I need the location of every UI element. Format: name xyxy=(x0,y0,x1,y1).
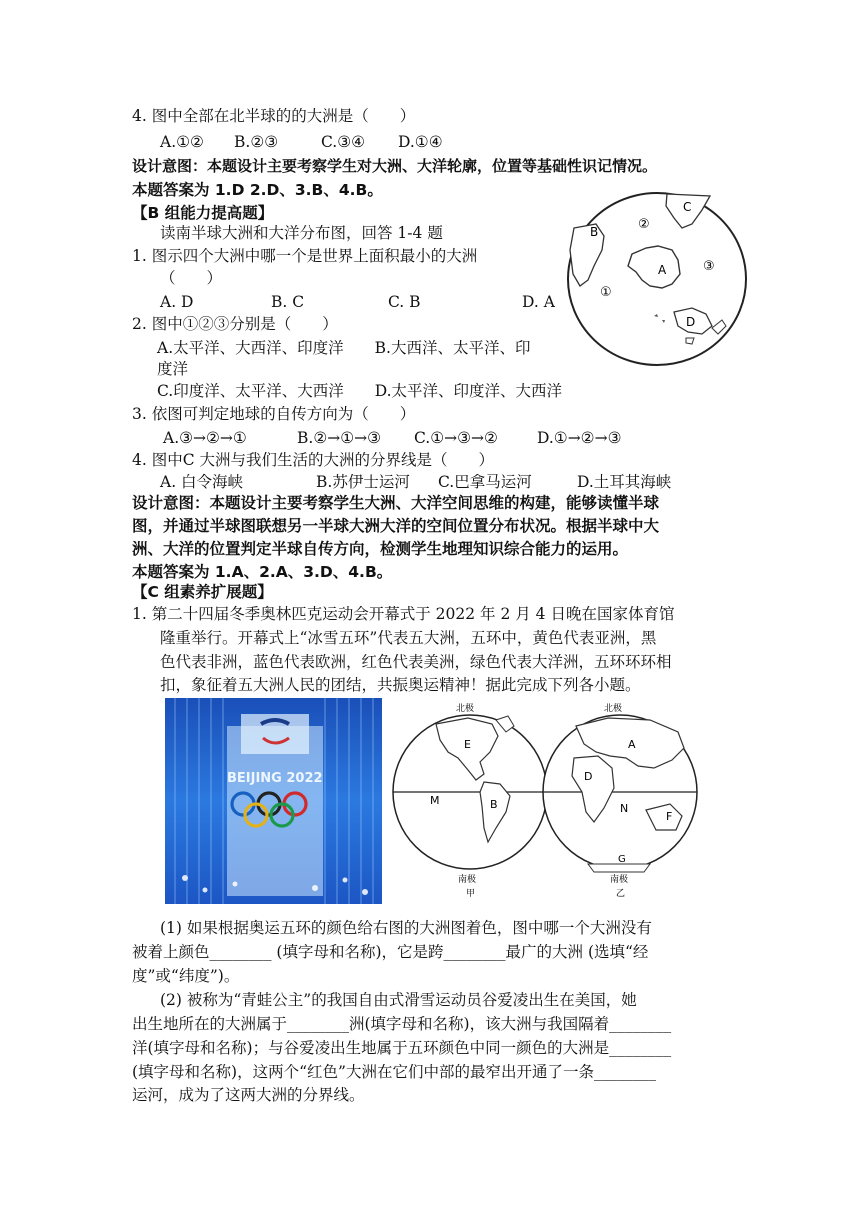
option-d: D. A xyxy=(522,293,555,311)
design-intent-b-1: 设计意图：本题设计主要考察学生大洲、大洋空间思维的构建，能够读懂半球 xyxy=(132,494,660,512)
olympic-ceremony-photo xyxy=(165,698,382,904)
c-sub2-line2: 出生地所在的大洲属于________洲(填字母和名称)，该大洲与我国隔着________ xyxy=(132,1015,672,1033)
label-c: C xyxy=(683,200,692,214)
option-c: C.①→③→② xyxy=(414,429,498,447)
label-n: N xyxy=(620,802,629,815)
label-b: B xyxy=(490,798,498,811)
option-b: B.②→①→③ xyxy=(297,429,381,447)
label-ocean-1: ① xyxy=(600,285,612,300)
label-north-pole-yi: 北极 xyxy=(604,704,623,714)
answer-b: 本题答案为 1.A、2.A、3.D、4.B。 xyxy=(132,563,393,581)
label-a: A xyxy=(658,263,667,277)
label-f: F xyxy=(666,810,673,823)
option-a: A. 白令海峡 xyxy=(160,473,244,491)
option-a: A. D xyxy=(160,293,194,311)
design-intent-b-2: 图，并通过半球图联想另一半球大洲大洋的空间位置分布状况。根据半球中大 xyxy=(132,517,660,535)
section-b-title: 【B 组能力提高题】 xyxy=(132,204,274,222)
c-sub2-line1: (2) 被称为“青蛙公主”的我国自由式滑雪运动员谷爱凌出生在美国，她 xyxy=(160,991,637,1009)
b-q2-line2: 度洋 xyxy=(157,360,189,378)
option-a: A.③→②→① xyxy=(163,429,247,447)
option-c: C. B xyxy=(388,293,421,311)
world-hemispheres-map xyxy=(388,696,706,906)
label-d: D xyxy=(686,315,696,329)
c-q1-line3: 色代表非洲，蓝色代表欧洲，红色代表美洲，绿色代表大洋洲，五环环环相 xyxy=(160,653,672,671)
c-sub1-line1: (1) 如果根据奥运五环的颜色给右图的大洲图着色，图中哪一个大洲没有 xyxy=(160,919,652,937)
label-d: D xyxy=(584,770,593,783)
option-d: D.土耳其海峡 xyxy=(577,473,672,491)
option-a: A.①② xyxy=(160,133,204,151)
label-south-pole-yi: 南极 xyxy=(610,875,629,885)
c-sub1-line2: 被着上颜色________ (填字母和名称)，它是跨________最广的大洲 (选填“经 xyxy=(132,943,649,961)
label-ocean-2: ② xyxy=(638,217,650,232)
c-q1-line2: 隆重举行。开幕式上“冰雪五环”代表五大洲，五环中，黄色代表亚洲，黑 xyxy=(160,629,657,647)
b-q1-stem: 1. 图示四个大洲中哪一个是世界上面积最小的大洲 xyxy=(132,247,478,265)
label-m: M xyxy=(430,794,440,807)
section-b-intro: 读南半球大洲和大洋分布图，回答 1-4 题 xyxy=(160,224,443,242)
design-intent-a: 设计意图：本题设计主要考察学生对大洲、大洋轮廓，位置等基础性识记情况。 xyxy=(132,157,658,175)
b-q3-stem: 3. 依图可判定地球的自传方向为（ ） xyxy=(132,405,416,423)
option-d: D.①④ xyxy=(398,133,443,151)
c-sub2-line5: 运河，成为了这两大洲的分界线。 xyxy=(132,1086,365,1104)
option-d: D.①→②→③ xyxy=(537,429,622,447)
label-ocean-3: ③ xyxy=(703,259,715,274)
q4-stem: 4. 图中全部在北半球的的大洲是（ ） xyxy=(132,107,416,125)
c-q1-line4: 扣，象征着五大洲人民的团结，共振奥运精神！据此完成下列各小题。 xyxy=(160,676,641,694)
southern-hemisphere-map xyxy=(562,188,752,370)
label-g: G xyxy=(618,854,626,865)
label-jia: 甲 xyxy=(466,889,476,899)
b-q4-stem: 4. 图中C 大洲与我们生活的大洲的分界线是（ ） xyxy=(132,451,495,469)
b-q2-stem: 2. 图中①②③分别是（ ） xyxy=(132,315,338,333)
c-sub2-line4: (填字母和名称)，这两个“红色”大洲在它们中部的最窄出开通了一条________ xyxy=(132,1063,656,1081)
b-q2-line3: C.印度洋、太平洋、大西洋 D.太平洋、印度洋、大西洋 xyxy=(157,382,563,400)
option-c: C.巴拿马运河 xyxy=(438,473,532,491)
label-e: E xyxy=(464,738,471,751)
option-b: B.苏伊士运河 xyxy=(316,473,410,491)
label-b: B xyxy=(590,225,599,239)
option-c: C.③④ xyxy=(321,133,366,151)
c-sub1-line3: 度”或“纬度”)。 xyxy=(132,967,240,985)
beijing-2022-text: BEIJING 2022 xyxy=(227,771,323,786)
c-q1-line1: 1. 第二十四届冬季奥林匹克运动会开幕式于 2022 年 2 月 4 日晚在国家体育馆 xyxy=(132,605,675,623)
option-b: B. C xyxy=(271,293,305,311)
answer-a: 本题答案为 1.D 2.D、3.B、4.B。 xyxy=(132,181,383,199)
section-c-title: 【C 组素养扩展题】 xyxy=(132,583,273,601)
label-north-pole-jia: 北极 xyxy=(456,704,475,714)
b-q1-paren: （ ） xyxy=(160,269,223,287)
island-shape xyxy=(686,338,694,344)
label-south-pole-jia: 南极 xyxy=(458,875,477,885)
option-b: B.②③ xyxy=(234,133,279,151)
b-q2-line1: A.太平洋、大西洋、印度洋 B.大西洋、太平洋、印 xyxy=(157,339,531,357)
design-intent-b-3: 洲、大洋的位置判定半球自传方向，检测学生地理知识综合能力的运用。 xyxy=(132,540,629,558)
label-a: A xyxy=(628,738,636,751)
continent-g-shape xyxy=(588,864,650,872)
c-sub2-line3: 洋(填字母和名称)；与谷爱凌出生地属于五环颜色中同一颜色的大洲是________ xyxy=(132,1039,672,1057)
label-yi: 乙 xyxy=(616,889,626,899)
